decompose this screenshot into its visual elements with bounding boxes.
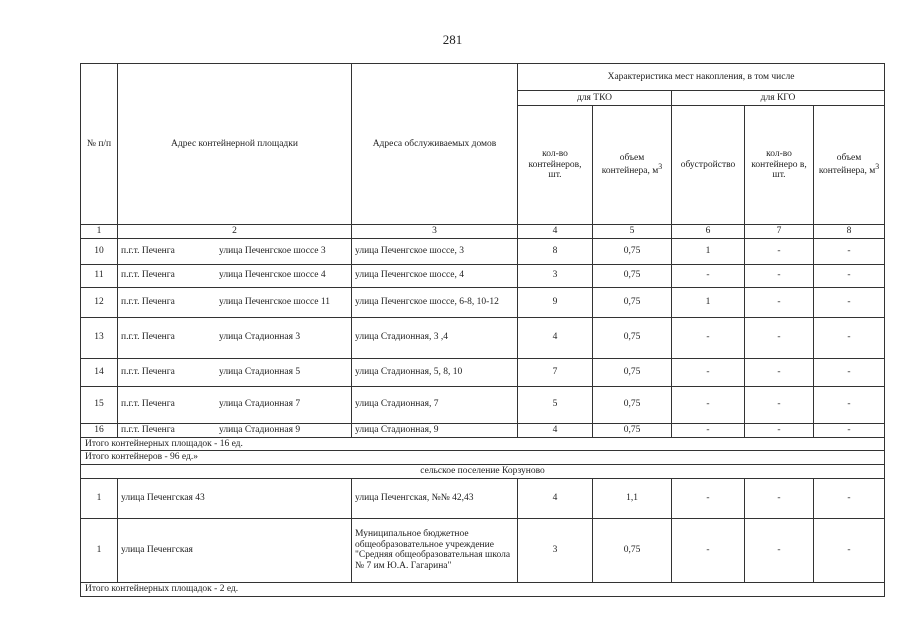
street-address: улица Печенгское шоссе 4 [219,270,326,281]
header-kgo-count: кол-во контейнеро в, шт. [745,106,814,225]
row-number: 16 [81,423,118,437]
street-address: улица Стадионная 7 [219,399,301,410]
header-characteristics: Характеристика мест накопления, в том числе [518,64,885,91]
tko-container-volume: 0,75 [593,317,672,358]
row-number: 1 [81,478,118,518]
column-number: 7 [745,225,814,239]
header-tko: для ТКО [518,91,672,106]
kgo-container-volume: - [814,478,885,518]
kgo-equipment: - [672,478,745,518]
tko-container-count: 7 [518,358,593,386]
kgo-container-count: - [745,423,814,437]
column-number: 6 [672,225,745,239]
site-address: улица Печенгская 43 [118,478,352,518]
site-address [118,358,352,386]
total-sites: Итого контейнерных площадок - 16 ед. [81,437,885,451]
header-tko-volume: объем контейнера, $м^3$ [593,106,672,225]
tko-container-count: 4 [518,478,593,518]
kgo-container-volume: - [814,518,885,582]
served-houses: улица Стадионная, 3 ,4 [352,317,518,358]
header-tko-count: кол-во контейнеров, шт. [518,106,593,225]
tko-container-count: 3 [518,264,593,287]
section-title: сельское поселение Корзуново [81,464,885,478]
kgo-container-count: - [745,386,814,423]
kgo-container-count: - [745,317,814,358]
kgo-container-volume: - [814,317,885,358]
row-number: 10 [81,238,118,264]
row-number: 11 [81,264,118,287]
tko-container-count: 9 [518,287,593,317]
site-address [118,317,352,358]
tko-container-volume: 1,1 [593,478,672,518]
tko-container-volume: 0,75 [593,238,672,264]
served-houses: улица Стадионная, 5, 8, 10 [352,358,518,386]
tko-container-count: 8 [518,238,593,264]
kgo-equipment: - [672,386,745,423]
header-served-houses: Адреса обслуживаемых домов [352,64,518,225]
tko-container-count: 4 [518,423,593,437]
kgo-equipment: - [672,518,745,582]
tko-container-count: 3 [518,518,593,582]
kgo-container-volume: - [814,238,885,264]
kgo-container-volume: - [814,358,885,386]
site-address: улица Печенгская [118,518,352,582]
row-number: 13 [81,317,118,358]
site-address [118,423,352,437]
kgo-equipment: - [672,264,745,287]
served-houses: улица Печенгская, №№ 42,43 [352,478,518,518]
kgo-container-volume: - [814,386,885,423]
site-address [118,386,352,423]
kgo-container-count: - [745,287,814,317]
street-address: улица Печенгское шоссе 11 [219,296,331,307]
kgo-container-volume: - [814,287,885,317]
served-houses: улица Печенгское шоссе, 4 [352,264,518,287]
kgo-equipment: - [672,317,745,358]
header-address: Адрес контейнерной площадки [118,64,352,225]
served-houses: улица Печенгское шоссе, 6-8, 10-12 [352,287,518,317]
tko-container-volume: 0,75 [593,264,672,287]
row-number: 1 [81,518,118,582]
waste-sites-table [80,63,885,597]
town-name: п.г.т. Печенга [121,424,175,435]
row-number: 12 [81,287,118,317]
site-address [118,238,352,264]
tko-container-volume: 0,75 [593,386,672,423]
town-name: п.г.т. Печенга [121,366,175,377]
kgo-container-count: - [745,264,814,287]
street-address: улица Печенгское шоссе 3 [219,245,326,256]
site-address [118,264,352,287]
kgo-container-count: - [745,238,814,264]
tko-container-count: 5 [518,386,593,423]
served-houses: Муниципальное бюджетное общеобразовательное учреждение "Средняя общеобразовательная школа № 7 им Ю.А. Гагарина" [352,518,518,582]
kgo-container-volume: - [814,423,885,437]
tko-container-volume: 0,75 [593,287,672,317]
street-address: улица Стадионная 5 [219,366,301,377]
kgo-equipment: 1 [672,287,745,317]
kgo-equipment: - [672,358,745,386]
tko-container-count: 4 [518,317,593,358]
row-number: 14 [81,358,118,386]
tko-container-volume: 0,75 [593,423,672,437]
page-number: 281 [442,32,463,47]
town-name: п.г.т. Печенга [121,399,175,410]
town-name: п.г.т. Печенга [121,270,175,281]
street-address: улица Стадионная 3 [219,332,301,343]
site-address [118,287,352,317]
header-kgo-equipment: обустройство [672,106,745,225]
town-name: п.г.т. Печенга [121,245,175,256]
street-address: улица Стадионная 9 [219,424,301,435]
kgo-equipment: - [672,423,745,437]
column-number: 4 [518,225,593,239]
kgo-equipment: 1 [672,238,745,264]
served-houses: улица Печенгское шоссе, 3 [352,238,518,264]
column-number: 8 [814,225,885,239]
header-kgo-volume: объем контейнера, $м^3$ [814,106,885,225]
kgo-container-volume: - [814,264,885,287]
volume-exponent: 3 [875,162,880,172]
row-number: 15 [81,386,118,423]
header-num: № п/п [81,64,118,225]
volume-exponent: 3 [658,162,663,172]
column-number: 1 [81,225,118,239]
kgo-container-count: - [745,358,814,386]
tko-container-volume: 0,75 [593,358,672,386]
column-number: 2 [118,225,352,239]
kgo-container-count: - [745,478,814,518]
column-number: 5 [593,225,672,239]
town-name: п.г.т. Печенга [121,296,175,307]
kgo-container-count: - [745,518,814,582]
town-name: п.г.т. Печенга [121,332,175,343]
served-houses: улица Стадионная, 7 [352,386,518,423]
tko-container-volume: 0,75 [593,518,672,582]
served-houses: улица Стадионная, 9 [352,423,518,437]
column-number: 3 [352,225,518,239]
header-kgo: для КГО [672,91,885,106]
total-sites: Итого контейнерных площадок - 2 ед. [81,582,885,596]
total-containers: Итого контейнеров - 96 ед.» [81,451,885,465]
